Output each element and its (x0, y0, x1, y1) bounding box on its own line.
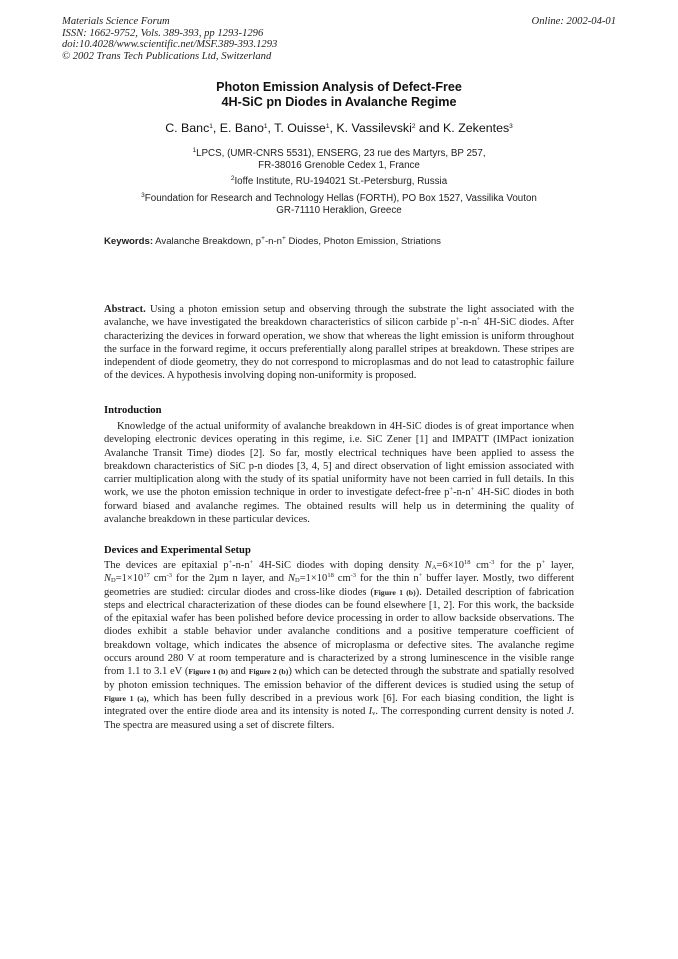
journal-name: Materials Science Forum (62, 16, 170, 27)
devices-heading: Devices and Experimental Setup (104, 545, 251, 556)
author-name: T. Ouisse (274, 121, 326, 135)
author-name: K. Vassilevski (336, 121, 412, 135)
abstract-label: Abstract. (104, 304, 146, 315)
figure-reference: Figure 1 (b) (188, 667, 228, 677)
copyright-line: © 2002 Trans Tech Publications Ltd, Switzerland (62, 50, 272, 62)
title-line-1: Photon Emission Analysis of Defect-Free (216, 80, 462, 94)
affiliation-1: $^1$LPCS, (UMR-CNRS 5531), ENSERG, 23 rue des Martyrs, BP 257, FR-38016 Grenoble Cedex 1, France (192, 147, 486, 172)
affiliation-3: $^3$Foundation for Research and Technology Hellas (FORTH), PO Box 1527, Vassilika Vouton GR-71110 Heraklion, Greece (141, 192, 537, 217)
author-affiliation-mark: 1 (325, 123, 330, 130)
keywords-label: Keywords: (104, 236, 154, 247)
introduction-heading: Introduction (104, 405, 162, 416)
keywords: Keywords: Avalanche Breakdown, p+-n-n+ Diodes, Photon Emission, Striations (104, 235, 441, 247)
figure-reference: Figure 1 (a) (104, 693, 147, 703)
author-affiliation-mark: 3 (509, 123, 513, 130)
affiliation-2: $^2$Ioffe Institute, RU-194021 St.-Petersburg, Russia (230, 175, 448, 187)
figure-reference: Figure 1 (b) (373, 587, 416, 597)
doi-line: doi:10.4028/www.scientific.net/MSF.389-393.1293 (62, 39, 278, 50)
abstract-paragraph: Abstract. Using a photon emission setup and observing through the substrate the light associated with the avalanche, we have investigated the breakdown characteristics of silicon carbide p+-n-n+ 4H-SiC diodes. After characterizing the devices in forward operation, we show that whereas the light emission is uniform throughout the surface in the forward regime, it occurs preferentially along parallel stripes at breakdown. These stripes are independent of diode geometry, they do not correspond to microplasmas and do not lead to catastrophic failure of the devices. A hypothesis involving doping non-uniformity is proposed. (104, 304, 574, 382)
introduction-paragraph: Knowledge of the actual uniformity of avalanche breakdown in 4H-SiC diodes is of great importance when developing electronic devices operating in this regime, i.e. SiC Zener [1] and IMPATT (IMPact ionization Avalanche Transit Time) diodes [2]. So far, mostly electrical techniques have been applied to assess the breakdown characteristics of SiC p-n diodes [3, 4, 5] and direct observation of light emission associated with carrier multiplication along with the study of its spatial uniformity have not been carried in full details. In this work, we use the photon emission technique in order to investigate defect-free p+-n-n+ 4H-SiC diodes in both forward biased and avalanche regimes. The obtained results will help us in determining the quality of avalanche breakdown in these particular devices. (104, 421, 574, 526)
author-affiliation-mark: 1 (263, 123, 268, 130)
title-line-2: 4H-SiC pn Diodes in Avalanche Regime (221, 95, 457, 109)
author-name: C. Banc (165, 121, 210, 135)
author-affiliation-mark: 2 (411, 123, 416, 130)
author-name: K. Zekentes (443, 121, 510, 135)
author-name: E. Bano (219, 121, 264, 135)
issn-line: ISSN: 1662-9752, Vols. 389-393, pp 1293-1296 (62, 27, 264, 39)
author-list: C. Banc$^1$, E. Bano$^1$, T. Ouisse$^1$, K. Vassilevski$^2$ and K. Zekentes$^3$ (165, 121, 513, 135)
paper-title (0, 80, 678, 110)
devices-paragraph: The devices are epitaxial p+-n-n+ 4H-SiC diodes with doping density $N_A=6\times 10^{18}$ $cm^{-3}$ for the p+ layer, $N_D=1\times 10^{17}$ $cm^{-3}$ for the 2µm n layer, and $N_D=1\times 10^{18}$ $cm^{-3}$ for the thin n+ buffer layer. Mostly, two different geometries are studied: circular diodes and cross-like diodes (Figure 1 (b)). Detailed description of fabrication steps and electrical characterization of these diodes can be found elsewhere [1, 2]. For this work, the backside of the epitaxial wafer has been polished before device processing in order to allow backside observations. The diodes exhibit a stable behavior under avalanche conditions and a positive temperature coefficient of breakdown voltage, which indicates the absence of microplasma or defective sites. The avalanche regime occurs around 280 V at room temperature and is characterized by a strong luminescence in the visible range from 1.1 to 3.1 eV (Figure 1 (b) and Figure 2 (b)) which can be detected through the substrate and spatially resolved by photon emission techniques. The emission behavior of the different devices is studied using the setup of Figure 1 (a), which has been fully described in a previous work [6]. For each biasing condition, the light is integrated over the entire diode area and its intensity is noted $I_v$. The corresponding current density is noted J. The spectra are measured using a set of discrete filters. (104, 559, 575, 731)
online-date: Online: 2002-04-01 (531, 16, 616, 27)
figure-reference: Figure 2 (b) (248, 667, 289, 677)
journal-header (62, 16, 616, 62)
author-affiliation-mark: 1 (209, 123, 213, 130)
